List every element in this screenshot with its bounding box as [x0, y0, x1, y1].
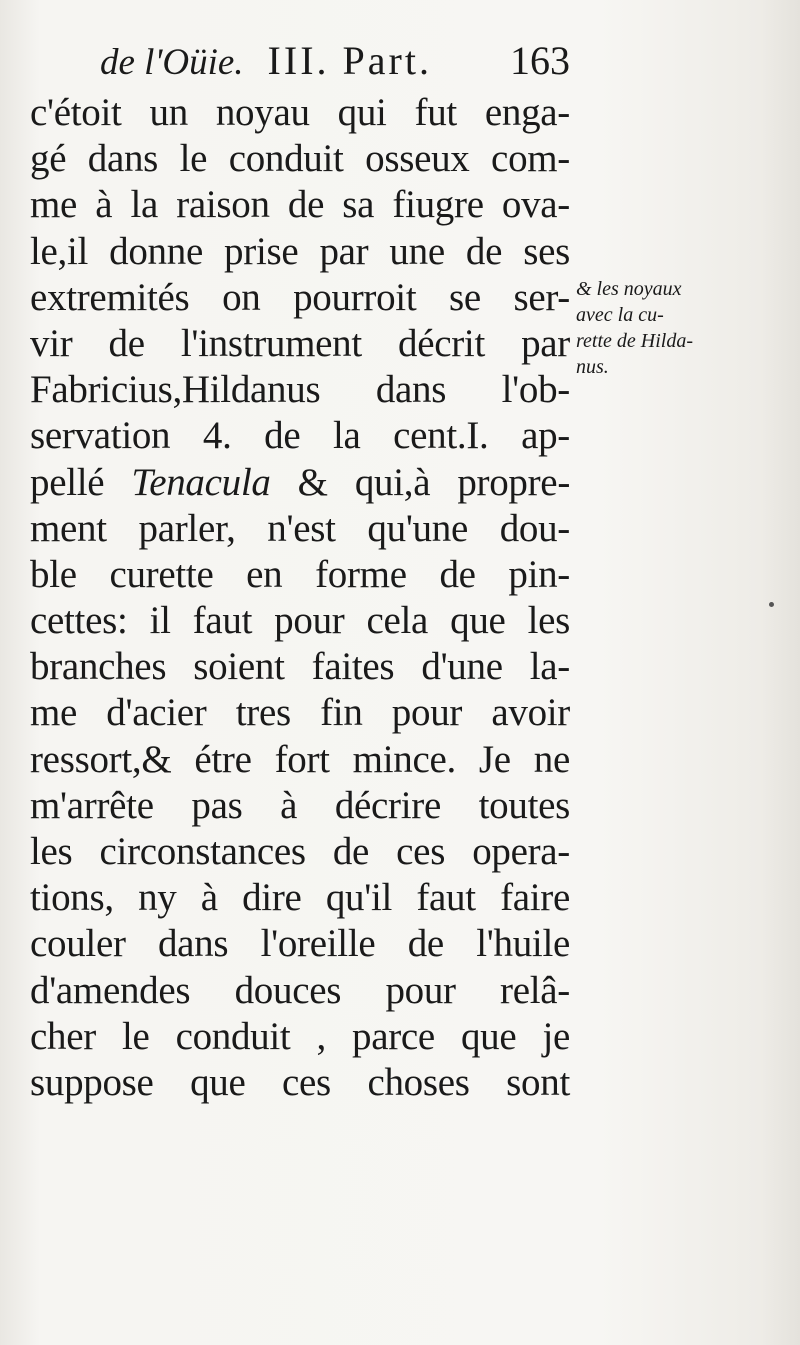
text-line: ment parler, n'est qu'une dou-: [30, 506, 570, 550]
text-line: pellé Tenacula & qui,à propre-: [30, 460, 570, 504]
marginal-note-line: & les noyaux: [576, 278, 682, 300]
text-line: cher le conduit , parce que je: [30, 1014, 570, 1058]
text-line: vir de l'instrument décrit par: [30, 321, 570, 365]
text-line: couler dans l'oreille de l'huile: [30, 922, 570, 966]
text-line: ressort,& étre fort mince. Je ne: [30, 737, 570, 781]
text-line: extremités on pourroit se ser-: [30, 275, 570, 319]
text-line: Fabricius,Hildanus dans l'ob-: [30, 368, 570, 412]
text-line: m'arrête pas à décrire toutes: [30, 783, 570, 827]
running-header: [100, 36, 580, 86]
page-number: 163: [510, 38, 570, 83]
text-line: c'étoit un noyau qui fut enga-: [30, 91, 570, 134]
text-line: suppose que ces choses sont: [30, 1060, 570, 1104]
text-line: ble curette en forme de pin-: [30, 552, 570, 596]
text-line: gé dans le conduit osseux com-: [30, 137, 570, 181]
text-line: me d'acier tres fin pour avoir: [30, 691, 570, 735]
marginal-note-line: nus.: [576, 356, 609, 378]
text-line: tions, ny à dire qu'il faut faire: [30, 876, 570, 920]
italic-term: Tenacula: [131, 460, 271, 504]
ink-speck: [769, 602, 774, 607]
text-line: me à la raison de sa fiugre ova-: [30, 183, 570, 227]
text-line: branches soient faites d'une la-: [30, 645, 570, 689]
body-text: [30, 90, 570, 1106]
running-title: de l'Oüie.: [100, 42, 244, 83]
part-label: III. Part.: [267, 38, 432, 83]
marginal-note-line: rette de Hilda-: [576, 330, 694, 352]
text-line: le,il donne prise par une de ses: [30, 229, 570, 273]
marginal-note: [576, 276, 736, 380]
marginal-note-line: avec la cu-: [576, 304, 664, 326]
text-line: d'amendes douces pour relâ-: [30, 968, 570, 1012]
text-line: servation 4. de la cent.I. ap-: [30, 414, 570, 458]
text-line: cettes: il faut pour cela que les: [30, 599, 570, 643]
text-line: les circonstances de ces opera-: [30, 830, 570, 873]
